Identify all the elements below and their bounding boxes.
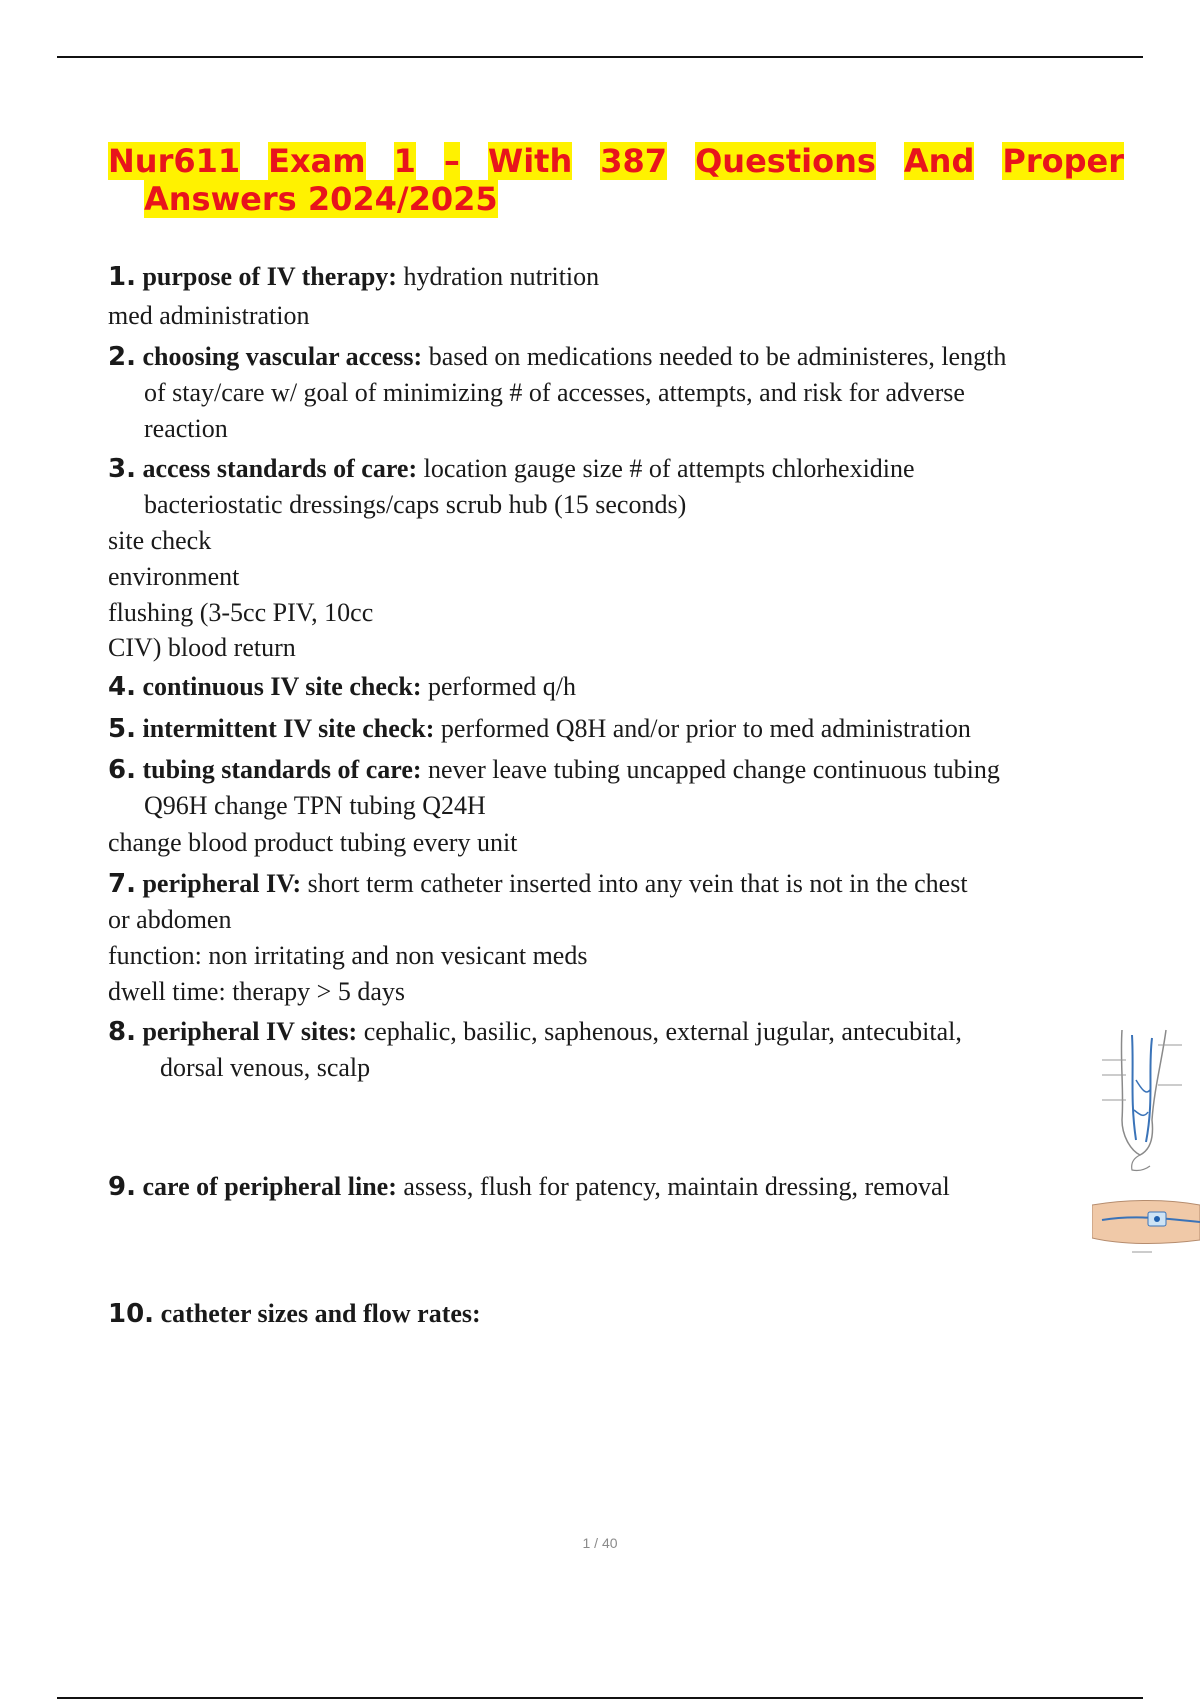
answer-hanging-line: Q96H change TPN tubing Q24H [144, 791, 486, 820]
question-number: 5. [108, 714, 136, 744]
answer-hanging-line: dorsal venous, scalp [160, 1053, 371, 1082]
answer-hanging-line: of stay/care w/ goal of minimizing # of accesses, attempts, and risk for adverse [144, 378, 965, 407]
question-term: peripheral IV sites: [142, 1017, 358, 1046]
question-answer: hydration nutrition [396, 262, 600, 291]
question-answer: short term catheter inserted into any vein that is not in the chest [301, 869, 968, 898]
answer-continuation: CIV) blood return [108, 633, 296, 662]
question-number: 4. [108, 672, 136, 702]
question-4 [108, 669, 1092, 705]
answer-continuation: flushing (3-5cc PIV, 10cc [108, 598, 374, 627]
question-term: catheter sizes and flow rates: [160, 1299, 481, 1328]
question-term: purpose of IV therapy: [142, 262, 397, 291]
question-9 [108, 1169, 1092, 1205]
question-term: tubing standards of care: [142, 755, 422, 784]
question-answer: cephalic, basilic, saphenous, external jugular, antecubital, [357, 1017, 962, 1046]
title-word: With [487, 142, 573, 180]
question-term: choosing vascular access: [142, 342, 423, 371]
question-answer: performed Q8H and/or prior to med administration [434, 714, 971, 743]
title-word: Nur611 [108, 142, 241, 180]
question-5 [108, 711, 1092, 747]
question-answer: never leave tubing uncapped change continuous tubing [421, 755, 1000, 784]
title-word: 387 [600, 142, 668, 180]
question-term: peripheral IV: [142, 869, 302, 898]
question-term: intermittent IV site check: [142, 714, 435, 743]
vein-anatomy-figure [1092, 1000, 1200, 1290]
question-8 [108, 1014, 1092, 1086]
question-number: 2. [108, 342, 136, 372]
title-word: – [443, 142, 460, 180]
answer-continuation: dwell time: therapy > 5 days [108, 977, 405, 1006]
answer-continuation: function: non irritating and non vesicant meds [108, 941, 588, 970]
answer-hanging-line: reaction [144, 414, 228, 443]
question-term: access standards of care: [142, 454, 418, 483]
question-number: 3. [108, 454, 136, 484]
question-number: 6. [108, 755, 136, 785]
question-answer: assess, flush for patency, maintain dressing, removal [396, 1172, 950, 1201]
question-answer: performed q/h [421, 672, 577, 701]
question-number: 7. [108, 869, 136, 899]
bottom-rule [57, 1697, 1143, 1699]
title-word: Exam [268, 142, 366, 180]
question-answer: location gauge size # of attempts chlorhexidine [417, 454, 915, 483]
answer-continuation: site check [108, 526, 212, 555]
arm-veins-illustration [1092, 1000, 1200, 1290]
title-line-2: Answers 2024/2025 [144, 180, 498, 218]
question-2 [108, 339, 1092, 447]
question-number: 8. [108, 1017, 136, 1047]
title-word: And [903, 142, 975, 180]
question-number: 1. [108, 262, 136, 292]
title-word: Questions [695, 142, 876, 180]
question-3 [108, 451, 1092, 523]
answer-continuation: med administration [108, 301, 310, 330]
question-7 [108, 866, 1092, 902]
question-number: 10. [108, 1299, 155, 1329]
question-1 [108, 259, 1092, 295]
answer-hanging-line: bacteriostatic dressings/caps scrub hub (15 seconds) [144, 490, 687, 519]
question-term: continuous IV site check: [142, 672, 422, 701]
answer-continuation: environment [108, 562, 240, 591]
question-term: care of peripheral line: [142, 1172, 397, 1201]
answer-continuation: or abdomen [108, 905, 232, 934]
question-6 [108, 752, 1092, 824]
document-title [108, 142, 1124, 218]
answer-continuation: change blood product tubing every unit [108, 828, 518, 857]
page-number: 1 / 40 [582, 1535, 618, 1551]
title-word: 1 [393, 142, 416, 180]
question-number: 9. [108, 1172, 136, 1202]
question-10 [108, 1296, 1092, 1332]
question-answer: based on medications needed to be administeres, length [422, 342, 1007, 371]
top-rule [57, 56, 1143, 58]
title-word: Proper [1002, 142, 1124, 180]
